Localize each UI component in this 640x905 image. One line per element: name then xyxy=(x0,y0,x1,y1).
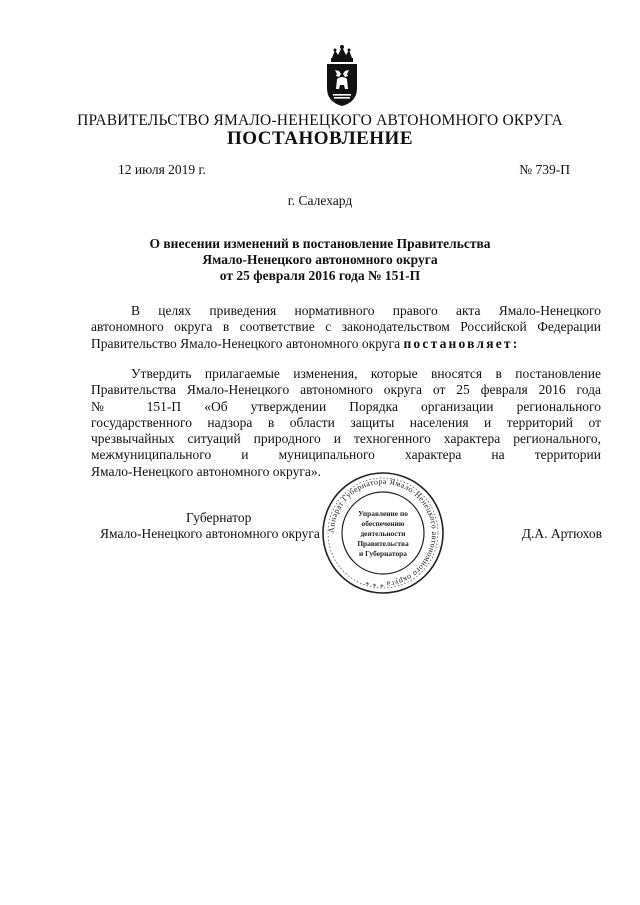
signatory-name: Д.А. Артюхов xyxy=(521,526,602,541)
paragraph-text: Правительство Ямало-Ненецкого автономного округа xyxy=(91,335,401,351)
paragraph-line: Ямало-Ненецкого автономного округа». xyxy=(91,463,322,479)
subject-line: от 25 февраля 2016 года № 151-П xyxy=(219,268,421,283)
stamp-line: деятельности xyxy=(360,529,406,538)
document-city: г. Салехард xyxy=(287,193,353,208)
document-type-title: ПОСТАНОВЛЕНИЕ xyxy=(226,128,414,149)
signatory-region: Ямало-Ненецкого автономного округа xyxy=(100,526,320,541)
document-number: № 739-П xyxy=(519,162,570,177)
paragraph-line: чрезвычайных ситуаций природного и техногенного характера регионального, xyxy=(91,431,601,447)
coat-of-arms-icon xyxy=(323,44,361,110)
paragraph-line: В целях приведения нормативного правого акта Ямало-Ненецкого xyxy=(131,303,601,318)
official-stamp xyxy=(320,470,446,596)
signatory-title: Губернатор xyxy=(186,510,252,525)
document-subject xyxy=(0,236,640,284)
stamp-line: Правительства xyxy=(357,539,409,548)
document-date: 12 июля 2019 г. xyxy=(118,162,206,177)
paragraph-line: межмуниципального и муниципального характера на территории xyxy=(91,447,601,463)
stamp-line: обеспечению xyxy=(361,519,405,528)
paragraph-line: Правительства Ямало-Ненецкого автономного округа от 25 февраля 2016 года xyxy=(91,382,601,398)
government-title: ПРАВИТЕЛЬСТВО ЯМАЛО-НЕНЕЦКОГО АВТОНОМНОГО ОКРУГА xyxy=(77,112,563,129)
stamp-line: и Губернатора xyxy=(359,549,407,558)
stamp-ring-text: Аппарат Губернатора Ямало-Ненецкого автономного округа * * * xyxy=(326,476,440,590)
subject-line: О внесении изменений в постановление Правительства xyxy=(149,236,491,251)
preamble-paragraph xyxy=(91,303,601,352)
resolution-paragraph xyxy=(91,366,601,480)
paragraph-line xyxy=(91,336,601,352)
stamp-line: Управление по xyxy=(358,509,408,518)
paragraph-line: Утвердить прилагаемые изменения, которые вносятся в постановление xyxy=(131,366,601,381)
paragraph-line: государственного надзора в области защиты населения и территорий от xyxy=(91,414,601,430)
subject-line: Ямало-Ненецкого автономного округа xyxy=(202,252,438,267)
paragraph-line: автономного округа в соответствие с законодательством Российской Федерации xyxy=(91,319,601,335)
paragraph-line: № 151-П «Об утверждении Порядка организации регионального xyxy=(91,398,601,414)
resolve-word: постановляет: xyxy=(403,335,520,351)
